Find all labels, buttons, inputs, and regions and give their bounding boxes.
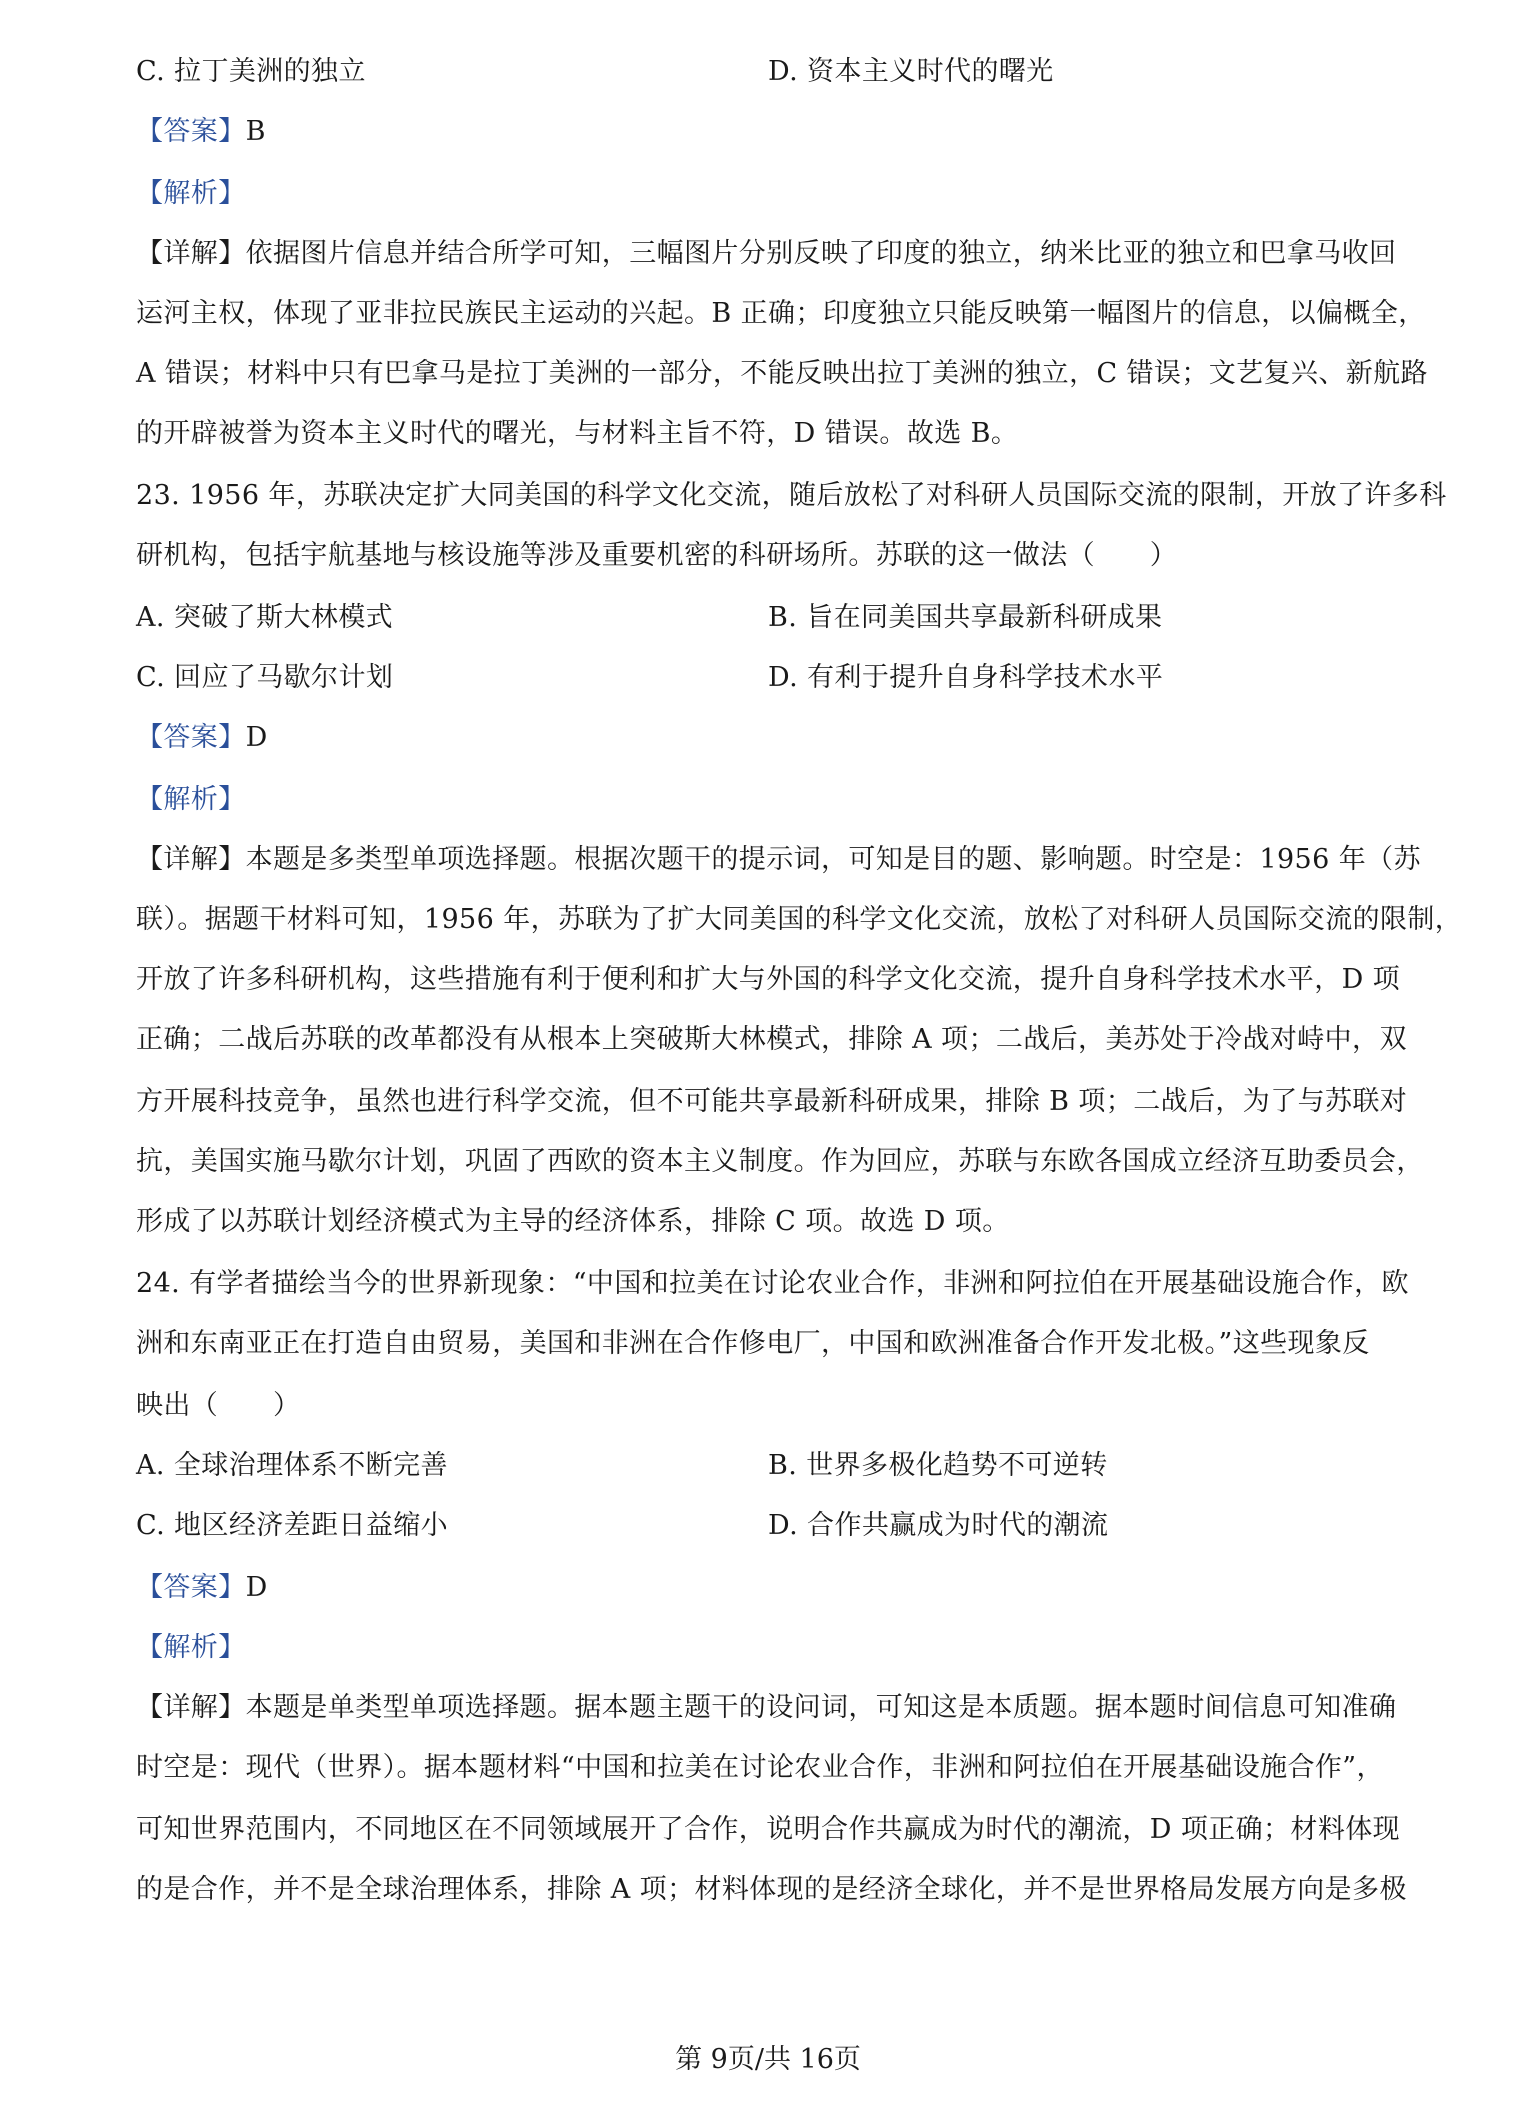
page-number: 第 9页/共 16页 <box>675 2044 861 2075</box>
q23-option-a: A. 突破了斯大林模式 <box>136 602 394 633</box>
answer-value: B <box>245 116 266 147</box>
q23-detail-line: 正确；二战后苏联的改革都没有从根本上突破斯大林模式，排除 A 项；二战后，美苏处于冷战对峙中，双 <box>136 1024 1407 1055</box>
q23-option-b: B. 旨在同美国共享最新科研成果 <box>768 602 1163 633</box>
q24-option-a: A. 全球治理体系不断完善 <box>136 1450 448 1481</box>
q22-detail-line: 【详解】依据图片信息并结合所学可知，三幅图片分别反映了印度的独立，纳米比亚的独立和巴拿马收回 <box>136 238 1397 269</box>
q24-detail-line: 时空是：现代（世界）。据本题材料“中国和拉美在讨论农业合作，非洲和阿拉伯在开展基础设施合作”， <box>136 1752 1384 1783</box>
q23-option-c: C. 回应了马歇尔计划 <box>136 662 394 693</box>
q22-detail-line: A 错误；材料中只有巴拿马是拉丁美洲的一部分，不能反映出拉丁美洲的独立，C 错误；文艺复兴、新航路 <box>136 358 1428 389</box>
answer-tag: 【答案】 <box>136 116 246 147</box>
q23-detail-line: 【详解】本题是多类型单项选择题。根据次题干的提示词，可知是目的题、影响题。时空是：1956 年（苏 <box>136 844 1421 875</box>
answer-value: D <box>245 1572 268 1603</box>
q24-detail-line: 【详解】本题是单类型单项选择题。据本题主题干的设问词，可知这是本质题。据本题时间信息可知准确 <box>136 1692 1397 1723</box>
q23-detail-line: 联）。据题干材料可知，1956 年，苏联为了扩大同美国的科学文化交流，放松了对科研人员国际交流的限制， <box>136 904 1463 935</box>
q23-detail-line: 抗，美国实施马歇尔计划，巩固了西欧的资本主义制度。作为回应，苏联与东欧各国成立经济互助委员会， <box>136 1146 1424 1177</box>
q24-stem-line: 24. 有学者描绘当今的世界新现象：“中国和拉美在讨论农业合作，非洲和阿拉伯在开展基础设施合作，欧 <box>136 1268 1409 1299</box>
q24-detail-line: 的是合作，并不是全球治理体系，排除 A 项；材料体现的是经济全球化，并不是世界格局发展方向是多极 <box>136 1874 1407 1905</box>
q22-detail-line: 运河主权，体现了亚非拉民族民主运动的兴起。B 正确；印度独立只能反映第一幅图片的信息，以偏概全， <box>136 298 1426 329</box>
answer-tag: 【答案】 <box>136 1572 246 1603</box>
q24-analysis-tag: 【解析】 <box>136 1632 246 1663</box>
answer-tag: 【答案】 <box>136 722 246 753</box>
q23-stem-line: 研机构，包括宇航基地与核设施等涉及重要机密的科研场所。苏联的这一做法（ ） <box>136 540 1178 571</box>
q24-option-b: B. 世界多极化趋势不可逆转 <box>768 1450 1108 1481</box>
q24-stem-line: 洲和东南亚正在打造自由贸易，美国和非洲在合作修电厂，中国和欧洲准备合作开发北极。”这些现象反 <box>136 1328 1370 1359</box>
q23-analysis-tag: 【解析】 <box>136 784 246 815</box>
q22-answer-line <box>136 112 1406 152</box>
q24-answer-line <box>136 1568 1406 1608</box>
q24-option-c: C. 地区经济差距日益缩小 <box>136 1510 449 1541</box>
q23-detail-line: 方开展科技竞争，虽然也进行科学交流，但不可能共享最新科研成果，排除 B 项；二战后，为了与苏联对 <box>136 1086 1408 1117</box>
q24-option-d: D. 合作共赢成为时代的潮流 <box>768 1510 1109 1541</box>
q23-option-d: D. 有利于提升自身科学技术水平 <box>768 662 1164 693</box>
q22-option-c: C. 拉丁美洲的独立 <box>136 56 366 87</box>
q22-detail-line: 的开辟被誉为资本主义时代的曙光，与材料主旨不符，D 错误。故选 B。 <box>136 418 1019 449</box>
answer-value: D <box>245 722 268 753</box>
q23-answer-line <box>136 718 1406 758</box>
q24-stem-line: 映出（ ） <box>136 1390 301 1421</box>
q22-option-d: D. 资本主义时代的曙光 <box>768 56 1054 87</box>
q23-stem-line: 23. 1956 年，苏联决定扩大同美国的科学文化交流，随后放松了对科研人员国际交流的限制，开放了许多科 <box>136 480 1447 511</box>
q23-detail-line: 形成了以苏联计划经济模式为主导的经济体系，排除 C 项。故选 D 项。 <box>136 1206 1010 1237</box>
q22-analysis-tag: 【解析】 <box>136 178 246 209</box>
q24-detail-line: 可知世界范围内，不同地区在不同领域展开了合作，说明合作共赢成为时代的潮流，D 项正确；材料体现 <box>136 1814 1401 1845</box>
q23-detail-line: 开放了许多科研机构，这些措施有利于便利和扩大与外国的科学文化交流，提升自身科学技术水平，D 项 <box>136 964 1401 995</box>
